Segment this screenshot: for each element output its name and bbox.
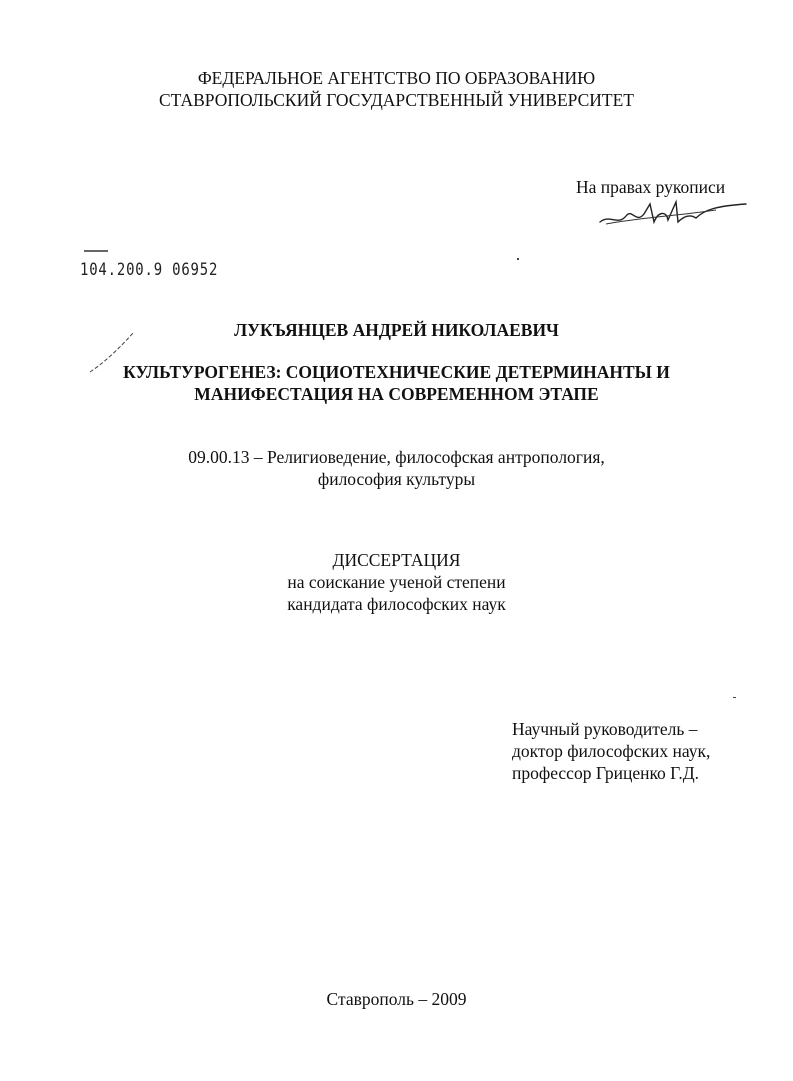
manuscript-note: На правах рукописи	[576, 177, 726, 197]
supervisor-line-2: доктор философских наук,	[512, 741, 711, 761]
speck	[517, 258, 519, 260]
speck	[733, 697, 736, 698]
stamp-number: 104.200.9 06952	[80, 260, 219, 280]
dissertation-title-line-2: МАНИФЕСТАЦИЯ НА СОВРЕМЕННОМ ЭТАПЕ	[194, 384, 599, 404]
supervisor-line-3: профессор Гриценко Г.Д.	[512, 763, 700, 783]
agency-name: ФЕДЕРАЛЬНОЕ АГЕНТСТВО ПО ОБРАЗОВАНИЮ	[197, 68, 596, 88]
handwritten-signature	[596, 196, 756, 230]
university-name: СТАВРОПОЛЬСКИЙ ГОСУДАРСТВЕННЫЙ УНИВЕРСИТЕТ	[158, 90, 634, 110]
work-type-line-1: на соискание ученой степени	[287, 572, 506, 592]
supervisor-line-1: Научный руководитель –	[512, 719, 698, 739]
stamp-mark	[84, 250, 108, 252]
specialty-line-1: 09.00.13 – Религиоведение, философская антропология,	[188, 447, 605, 467]
city-year: Ставрополь – 2009	[326, 989, 467, 1009]
author-name: ЛУКЪЯНЦЕВ АНДРЕЙ НИКОЛАЕВИЧ	[234, 320, 559, 340]
dissertation-title-line-1: КУЛЬТУРОГЕНЕЗ: СОЦИОТЕХНИЧЕСКИЕ ДЕТЕРМИНАНТЫ И	[123, 362, 670, 382]
work-type-line-2: кандидата философских наук	[287, 594, 506, 614]
specialty-line-2: философия культуры	[317, 469, 476, 489]
work-type-heading: ДИССЕРТАЦИЯ	[332, 550, 461, 570]
